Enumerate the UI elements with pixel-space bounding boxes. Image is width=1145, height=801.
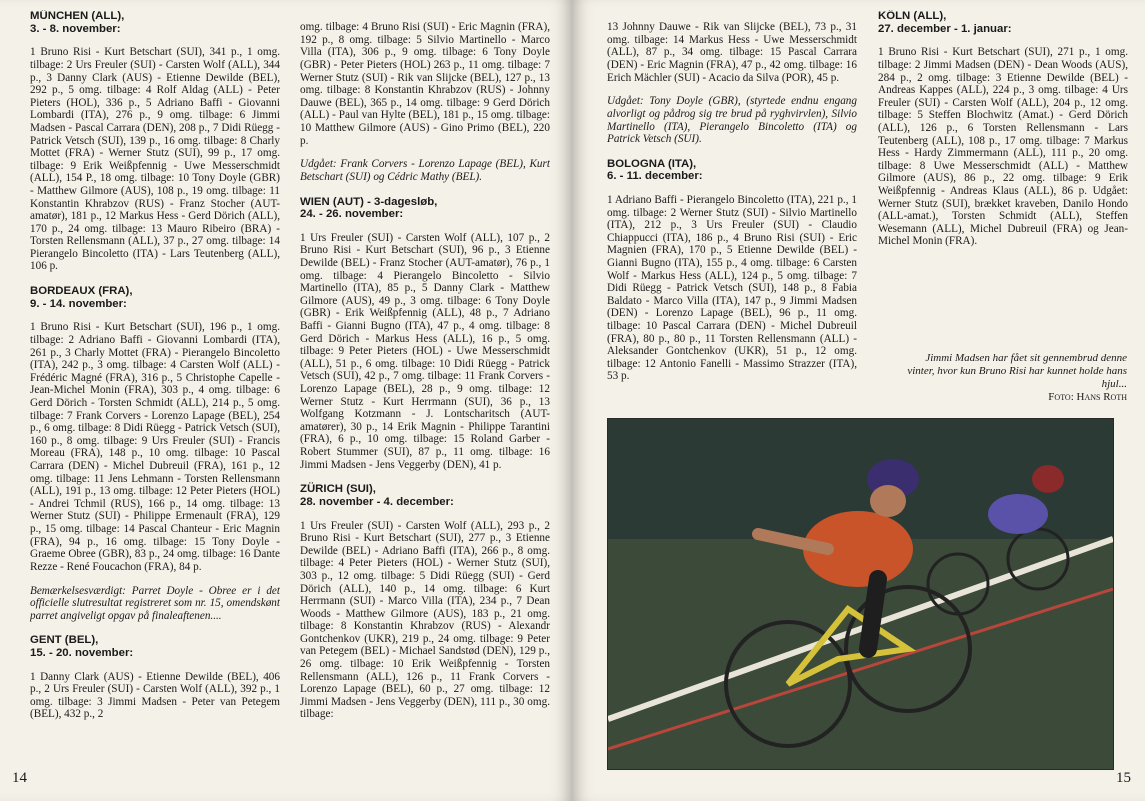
face: [870, 485, 906, 517]
leg: [868, 579, 878, 649]
results-section: [878, 10, 1128, 248]
results-section: [607, 158, 857, 383]
section-dates: 3. - 8. november:: [30, 22, 121, 35]
section-heading: ZÜRICH (SUI),: [300, 483, 376, 496]
column-4: [878, 10, 1128, 280]
helmet-2: [1032, 465, 1064, 493]
column-1: [30, 10, 280, 780]
jersey-2: [988, 494, 1048, 534]
right-page: [572, 0, 1145, 801]
results-text: 1 Bruno Risi - Kurt Betschart (SUI), 271 p., 1 omg. tilbage: 2 Jimmi Madsen (DEN) - Dean Woods (AUS), 284 p., 2 omg. tilbage: 3 Etienne Dewilde (BEL) - Andreas Kappes (ALL), 224 p., 3 omg. tilbage: 4 Urs Freuler (SUI) - Carsten Wolf (ALL), 204 p., 12 omg. tilbage: 5 Steffen Blochwitz (Amat.) - Gerd Dörich (ALL), 126 p., 6 Torsten Rellensmann - Lars Teutenberg (ALL), 108 p., 17 omg. tilbage: 7 Markus Hess - Hardy Zimmermann (ALL), 111 p., 20 omg. tilbage: 8 Uwe Messerschmidt (ALL) - Matthew Gilmore (AUS), 86 p., 22 omg. tilbage: 9 Erik Weißpfennig - Andreas Klaus (ALL), 86 p. Udgået: Werner Stutz (SUI), brækket kraveben, Danilo Hondo (ALL-amat.), Torsten Schmidt (ALL), Steffen Wesemann (ALL), Michel Dubreuil (FRA) og Jean-Michel Monin (FRA).: [878, 46, 1128, 248]
section-dates: 24. - 26. november:: [300, 208, 404, 221]
section-heading: BOLOGNA (ITA),: [607, 157, 697, 170]
caption-text: Jimmi Madsen har fået sit gennembrud denne vinter, hvor kun Bruno Risi har kunnet holde hans hjul...: [907, 352, 1127, 390]
cyclist-illustration: [608, 419, 1113, 769]
section-heading: MÜNCHEN (ALL),: [30, 10, 125, 22]
results-text: 1 Danny Clark (AUS) - Etienne Dewilde (BEL), 406 p., 2 Urs Freuler (SUI) - Carsten Wolf (ALL), 392 p., 1 omg. tilbage: 3 Jimmi Madsen - Peter van Petegem (BEL), 432 p., 2: [30, 670, 280, 721]
section-heading: GENT (BEL),: [30, 634, 99, 647]
section-dates: 15. - 20. november:: [30, 646, 134, 659]
results-section: [30, 285, 280, 622]
results-text: 13 Johnny Dauwe - Rik van Slijcke (BEL), 73 p., 31 omg. tilbage: 14 Markus Hess - Uwe Messerschmidt (ALL), 87 p., 34 omg. tilbage: 15 Pascal Carrara (DEN) - Eric Magnin (FRA), 47 p., 42 omg. tilbage: 16 Erich Mächler (SUI) - Acacio da Silva (POR), 45 p.: [607, 21, 857, 84]
results-section: [30, 634, 280, 721]
left-page: [0, 0, 572, 801]
results-section: [30, 10, 280, 273]
page-number-left: 14: [12, 770, 27, 786]
results-text: 1 Urs Freuler (SUI) - Carsten Wolf (ALL), 107 p., 2 Bruno Risi - Kurt Betschart (SUI), 96 p., 3 Etienne Dewilde (BEL) - Franz Stocher (AUT-amatør), 76 p., 1 omg. tilbage: 4 Pierangelo Bincoletto - Silvio Martinello (ITA), 85 p., 5 Danny Clark - Matthew Gilmore (AUS), 49 p., 3 omg. tilbage: 6 Tony Doyle (GBR) - Erik Weißpfennig (ALL), 48 p., 7 Adriano Baffi - Gianni Bugno (ITA), 47 p., 4 omg. tilbage: 8 Gerd Dörich - Markus Hess (ALL), 16 p., 5 omg. tilbage: 9 Peter Pieters (HOL) - Uwe Messerschmidt (ALL), 51 p., 6 omg. tilbage: 10 Didi Rüegg - Patrick Vetsch (SUI), 42 p., 7 omg. tilbage: 11 Frank Corvers - Lorenzo Lapage (BEL), 28 p., 9 omg. tilbage: 12 Werner Stutz - Kurt Herrmann (SUI), 36 p., 13 Wolfgang Kotzmann - J. Lontscharitsch (AUT-amatører), 30 p., 14 Erik Magnin - Philippe Tarantini (FRA), 6 p., 10 omg. tilbage: 15 Roland Garber - Robert Stummer (SUI), 87 p., 11 omg. tilbage: 16 Jimmi Madsen - Jens Veggerby (DEN), 41 p.: [300, 231, 550, 471]
section-heading: WIEN (AUT) - 3-dagesløb,: [300, 195, 438, 208]
results-section: [300, 21, 550, 183]
photo-credit: Foto: Hans Roth: [1048, 391, 1127, 403]
results-text: omg. tilbage: 4 Bruno Risi (SUI) - Eric Magnin (FRA), 192 p., 8 omg. tilbage: 5 Silvio Martinello - Marco Villa (ITA), 306 p., 9 omg. tilbage: 6 Tony Doyle (GBR) - Peter Pieters (HOL) 263 p., 11 omg. tilbage: 7 Werner Stutz (SUI) - Rik van Slijcke (BEL), 127 p., 13 omg. tilbage: 8 Konstantin Khrabzov (RUS) - Johnny Dauwe (BEL), 365 p., 14 omg. tilbage: 9 Gerd Dörich (ALL) - Paul van Hylte (BEL), 181 p., 15 omg. tilbage: 10 Matthew Gilmore (AUS) - Gino Primo (BEL), 220 p.: [300, 21, 550, 147]
section-dates: 9. - 14. november:: [30, 297, 127, 310]
results-text: 1 Urs Freuler (SUI) - Carsten Wolf (ALL), 293 p., 2 Bruno Risi - Kurt Betschart (SUI), 277 p., 3 Etienne Dewilde (BEL) - Adriano Baffi (ITA), 266 p., 8 omg. tilbage: 4 Peter Pieters (HOL) - Werner Stutz (SUI), 303 p., 12 omg. tilbage: 5 Didi Rüegg (SUI) - Gerd Dörich (ALL), 140 p., 14 omg. tilbage: 6 Kurt Herrmann (SUI) - Marco Villa (ITA), 234 p., 7 Dean Woods - Matthew Gilmore (AUS), 183 p., 21 omg. tilbage: 8 Konstantin Khrabzov (RUS) - Alexandr Gontchenkov (UKR), 219 p., 24 omg. tilbage: 9 Peter van Petegem (BEL) - Michael Sandstød (DEN), 129 p., 26 omg. tilbage: 10 Erik Weißpfennig - Torsten Rellensmann (ALL), 126 p., 11 Frank Corvers - Lorenzo Lapage (BEL), 60 p., 27 omg. tilbage: 12 Jimmi Madsen - Jens Veggerby (DEN), 111 p., 30 omg. tilbage:: [300, 519, 550, 721]
results-section: [300, 483, 550, 721]
photo-caption: [902, 352, 1127, 404]
results-section: [607, 21, 857, 146]
section-heading: KÖLN (ALL),: [878, 10, 947, 22]
section-dates: 27. december - 1. januar:: [878, 22, 1012, 35]
section-dates: 6. - 11. december:: [607, 170, 703, 183]
results-text: 1 Bruno Risi - Kurt Betschart (SUI), 341 p., 1 omg. tilbage: 2 Urs Freuler (SUI) - Carsten Wolf (ALL), 344 p., 3 Danny Clark (AUS) - Etienne Dewilde (BEL), 292 p., 5 omg. tilbage: 4 Rolf Aldag (ALL) - Peter Pieters (HOL), 336 p., 5 Adriano Baffi - Giovanni Lombardi (ITA), 276 p., 9 omg. tilbage: 6 Jimmi Madsen - Pascal Carrara (DEN), 208 p., 7 Didi Rüegg - Patrick Vetsch (SUI), 139 p., 16 omg. tilbage: 8 Charly Mottet (FRA) - Werner Stutz (SUI), 99 p., 17 omg. tilbage: 9 Erik Weißpfennig - Uwe Messerschmidt (ALL), 154 P., 18 omg. tilbage: 10 Tony Doyle (GBR) - Matthew Gilmore (AUS), 108 p., 19 omg. tilbage: 11 Konstantin Khrabzov (RUS) - Franz Stocher (AUT-amatør), 181 p., 12 Markus Hess - Gerd Dörich (ALL), 170 p., 24 omg. tilbage: 13 Mauro Ribeiro (BRA) - Torsten Rellensmann (ALL), 37 p., 27 omg. tilbage: 14 Pierangelo Bincoletto (ITA) - Lars Teutenberg (ALL), 106 p.: [30, 46, 280, 273]
section-heading: BORDEAUX (FRA),: [30, 285, 133, 298]
cycling-photo: [607, 418, 1114, 770]
column-3: [607, 10, 857, 400]
results-note: Bemærkelsesværdigt: Parret Doyle - Obree er i det officielle slutresultat registreret som nr. 15, omendskønt parret angiveligt opgav på finaleaftenen....: [30, 584, 280, 622]
results-text: 1 Bruno Risi - Kurt Betschart (SUI), 196 p., 1 omg. tilbage: 2 Adriano Baffi - Giovanni Lombardi (ITA), 261 p., 3 Charly Mottet (FRA) - Pierangelo Bincoletto (ITA), 242 p., 3 omg. tilbage: 4 Carsten Wolf (ALL) - Frédéric Magné (FRA), 316 p., 5 Christophe Capelle - Jean-Michel Monin (FRA), 303 p., 4 omg. tilbage: 6 Gerd Dörich - Torsten Schmidt (ALL), 214 p., 5 omg. tilbage: 7 Frank Corvers - Lorenzo Lapage (BEL), 254 p., 6 omg. tilbage: 8 Didi Rüegg - Patrick Vetsch (SUI), 160 p., 8 omg. tilbage: 9 Urs Freuler (SUI) - Francis Moreau (FRA), 148 p., 10 omg. tilbage: 10 Pascal Carrara (DEN) - Michel Dubreuil (FRA), 161 p., 12 omg. tilbage: 11 Jens Lehmann - Torsten Rellensmann (ALL), 191 p., 13 omg. tilbage: 12 Peter Pieters (HOL) - Andrei Tchmil (RUS), 166 p., 14 omg. tilbage: 13 Werner Stutz (SUI) - Philippe Ermenault (FRA), 129 p., 15 omg. tilbage: 14 Pascal Chanteur - Eric Magnin (FRA), 94 p., 16 omg. tilbage: 15 Tony Doyle - Graeme Obree (GBR), 83 p., 24 omg. tilbage: 16 Dante Rezze - René Foucachon (FRA), 84 p.: [30, 321, 280, 573]
results-text: 1 Adriano Baffi - Pierangelo Bincoletto (ITA), 221 p., 1 omg. tilbage: 2 Werner Stutz (SUI) - Silvio Martinello (ITA), 212 p., 3 Urs Freuler (SUI) - Claudio Chiappucci (ITA), 186 p., 4 Bruno Risi (SUI) - Eric Magnien (FRA), 170 p., 5 Etienne Dewilde (BEL) - Gianni Bugno (ITA), 155 p., 4 omg. tilbage: 6 Carsten Wolf - Markus Hess (ALL), 124 p., 5 omg. tilbage: 7 Didi Rüegg - Patrick Vetsch (SUI), 148 p., 8 Fabia Baldato - Marco Villa (ITA), 147 p., 9 Jimmi Madsen (DEN) - Lorenzo Lapage (BEL), 96 p., 11 omg. tilbage: 10 Pascal Carrara (DEN) - Michel Dubreuil (FRA), 80 p., 80 p., 11 Torsten Rellensmann (ALL) - Aleksander Gontchenkov (UKR), 51 p., 12 omg. tilbage: 12 Antonio Fanelli - Massimo Strazzer (ITA), 53 p.: [607, 194, 857, 383]
column-2: [300, 10, 550, 780]
results-note: Udgået: Frank Corvers - Lorenzo Lapage (BEL), Kurt Betschart (SUI) og Cédric Mathy (BEL).: [300, 158, 550, 183]
results-section: [300, 196, 550, 472]
page-number-right: 15: [1116, 770, 1131, 786]
results-note: Udgået: Tony Doyle (GBR), (styrtede endnu engang alvorligt og pådrog sig tre brud på ryghvirvlen), Silvio Martinello (ITA), Pierangelo Bincoletto (ITA) og Patrick Vetsch (SUI).: [607, 95, 857, 146]
section-dates: 28. november - 4. december:: [300, 495, 454, 508]
